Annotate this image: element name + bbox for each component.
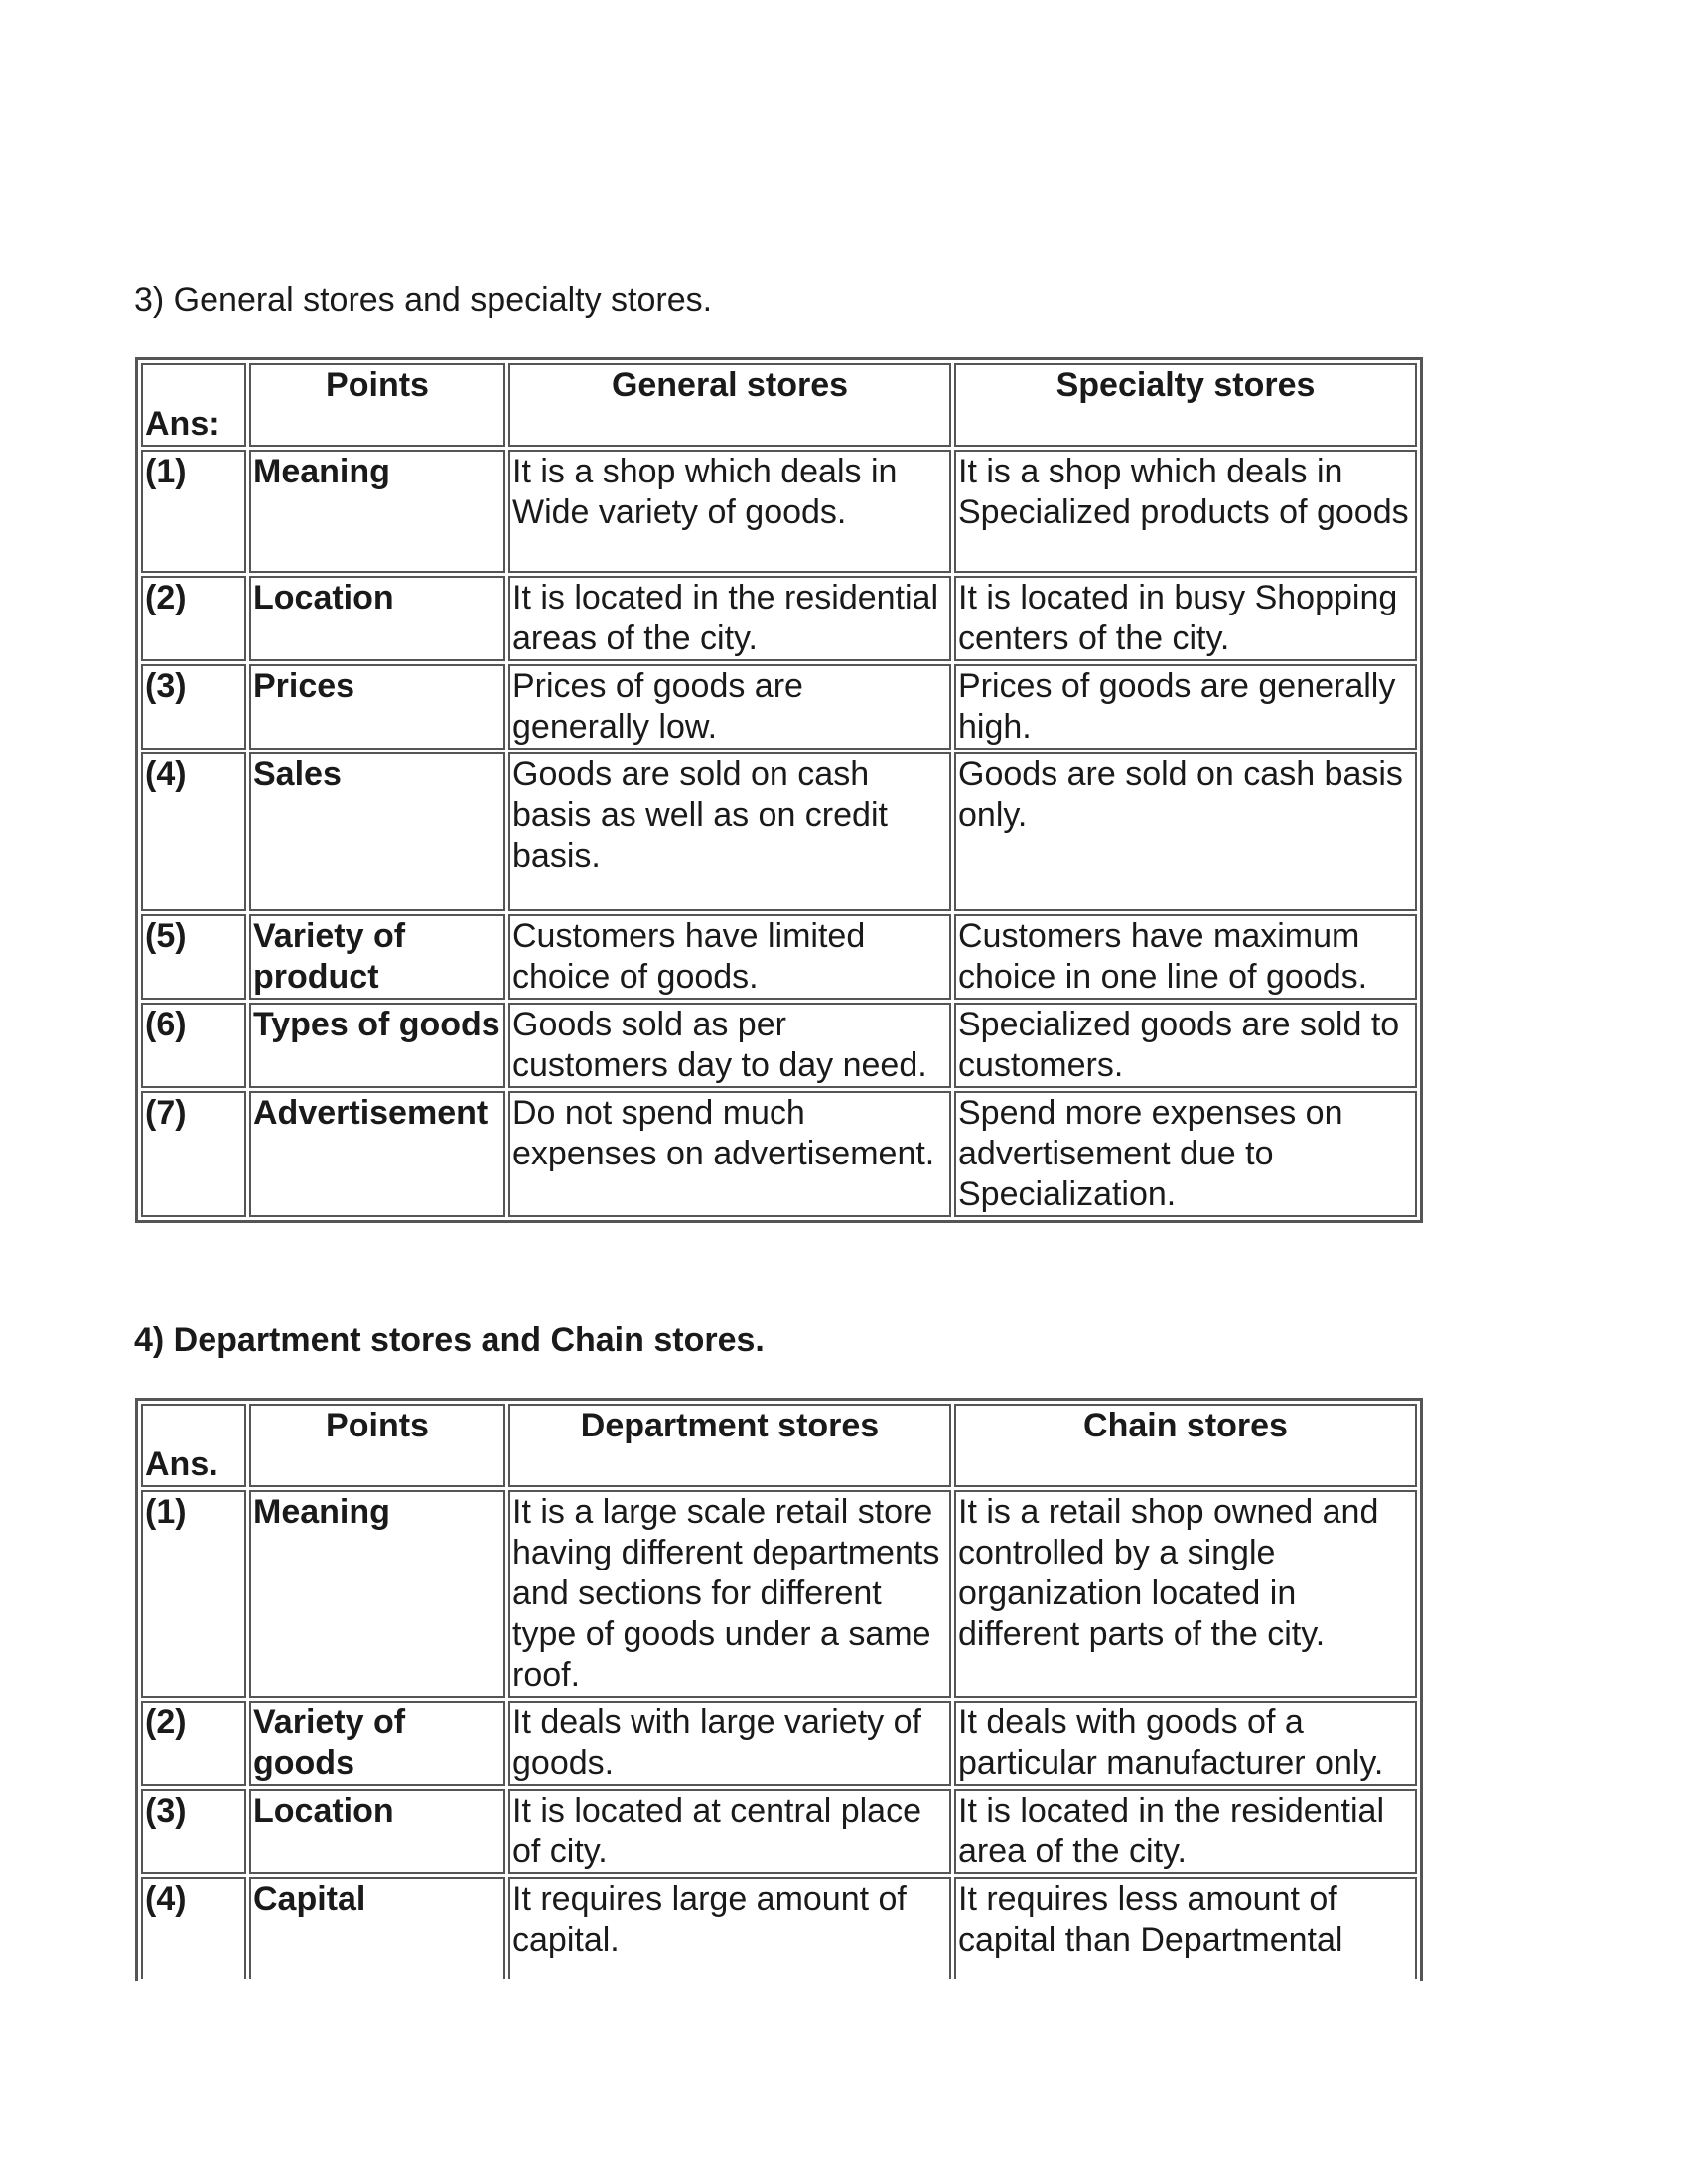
chain-cell: It requires less amount of capital than Departmental xyxy=(954,1877,1417,1979)
specialty-cell: Customers have maximum choice in one line of goods. xyxy=(954,914,1417,1000)
general-cell: Do not spend much expenses on advertisement. xyxy=(508,1091,951,1217)
row-point: Types of goods xyxy=(249,1003,505,1088)
department-stores-header: Department stores xyxy=(508,1404,951,1487)
specialty-cell: Specialized goods are sold to customers. xyxy=(954,1003,1417,1088)
row-point: Variety of goods xyxy=(249,1701,505,1786)
specialty-cell: Goods are sold on cash basis only. xyxy=(954,752,1417,911)
department-cell: It is a large scale retail store having different departments and sections for different type of goods under a same roof. xyxy=(508,1490,951,1698)
general-cell: Prices of goods are generally low. xyxy=(508,664,951,750)
department-cell: It deals with large variety of goods. xyxy=(508,1701,951,1786)
row-number: (2) xyxy=(141,576,246,661)
row-point: Location xyxy=(249,576,505,661)
specialty-cell: It is a shop which deals in Specialized products of goods xyxy=(954,450,1417,573)
general-cell: It is a shop which deals in Wide variety of goods. xyxy=(508,450,951,573)
table-header-row xyxy=(141,1404,1417,1487)
row-number: (6) xyxy=(141,1003,246,1088)
ans-label: Ans: xyxy=(141,363,246,447)
table-row xyxy=(141,752,1417,911)
specialty-cell: Prices of goods are generally high. xyxy=(954,664,1417,750)
row-point: Prices xyxy=(249,664,505,750)
general-cell: Goods sold as per customers day to day need. xyxy=(508,1003,951,1088)
table-header-row xyxy=(141,363,1417,447)
row-point: Advertisement xyxy=(249,1091,505,1217)
points-header: Points xyxy=(249,1404,505,1487)
table-row xyxy=(141,914,1417,1000)
row-point: Capital xyxy=(249,1877,505,1979)
row-point: Location xyxy=(249,1789,505,1874)
table-row xyxy=(141,450,1417,573)
row-number: (4) xyxy=(141,752,246,911)
general-cell: Goods are sold on cash basis as well as on credit basis. xyxy=(508,752,951,911)
department-vs-chain-table xyxy=(135,1398,1423,1981)
row-number: (4) xyxy=(141,1877,246,1979)
row-point: Meaning xyxy=(249,450,505,573)
chain-cell: It deals with goods of a particular manufacturer only. xyxy=(954,1701,1417,1786)
row-number: (5) xyxy=(141,914,246,1000)
specialty-cell: Spend more expenses on advertisement due to Specialization. xyxy=(954,1091,1417,1217)
row-number: (1) xyxy=(141,450,246,573)
table-row xyxy=(141,1003,1417,1088)
section-3-heading: 3) General stores and specialty stores. xyxy=(134,281,713,319)
general-stores-header: General stores xyxy=(508,363,951,447)
row-number: (2) xyxy=(141,1701,246,1786)
general-cell: It is located in the residential areas of the city. xyxy=(508,576,951,661)
department-cell: It requires large amount of capital. xyxy=(508,1877,951,1979)
row-number: (3) xyxy=(141,664,246,750)
row-number: (7) xyxy=(141,1091,246,1217)
row-point: Variety of product xyxy=(249,914,505,1000)
row-number: (1) xyxy=(141,1490,246,1698)
section-4-heading: 4) Department stores and Chain stores. xyxy=(134,1321,765,1359)
specialty-cell: It is located in busy Shopping centers of the city. xyxy=(954,576,1417,661)
table-row xyxy=(141,1490,1417,1698)
table-row xyxy=(141,664,1417,750)
table-row xyxy=(141,1877,1417,1979)
row-point: Sales xyxy=(249,752,505,911)
specialty-stores-header: Specialty stores xyxy=(954,363,1417,447)
chain-cell: It is a retail shop owned and controlled by a single organization located in different parts of the city. xyxy=(954,1490,1417,1698)
chain-cell: It is located in the residential area of the city. xyxy=(954,1789,1417,1874)
row-point: Meaning xyxy=(249,1490,505,1698)
table-row xyxy=(141,576,1417,661)
chain-stores-header: Chain stores xyxy=(954,1404,1417,1487)
department-cell: It is located at central place of city. xyxy=(508,1789,951,1874)
general-vs-specialty-table xyxy=(135,357,1423,1223)
points-header: Points xyxy=(249,363,505,447)
ans-label: Ans. xyxy=(141,1404,246,1487)
general-cell: Customers have limited choice of goods. xyxy=(508,914,951,1000)
row-number: (3) xyxy=(141,1789,246,1874)
table-row xyxy=(141,1091,1417,1217)
table-row xyxy=(141,1789,1417,1874)
table-row xyxy=(141,1701,1417,1786)
